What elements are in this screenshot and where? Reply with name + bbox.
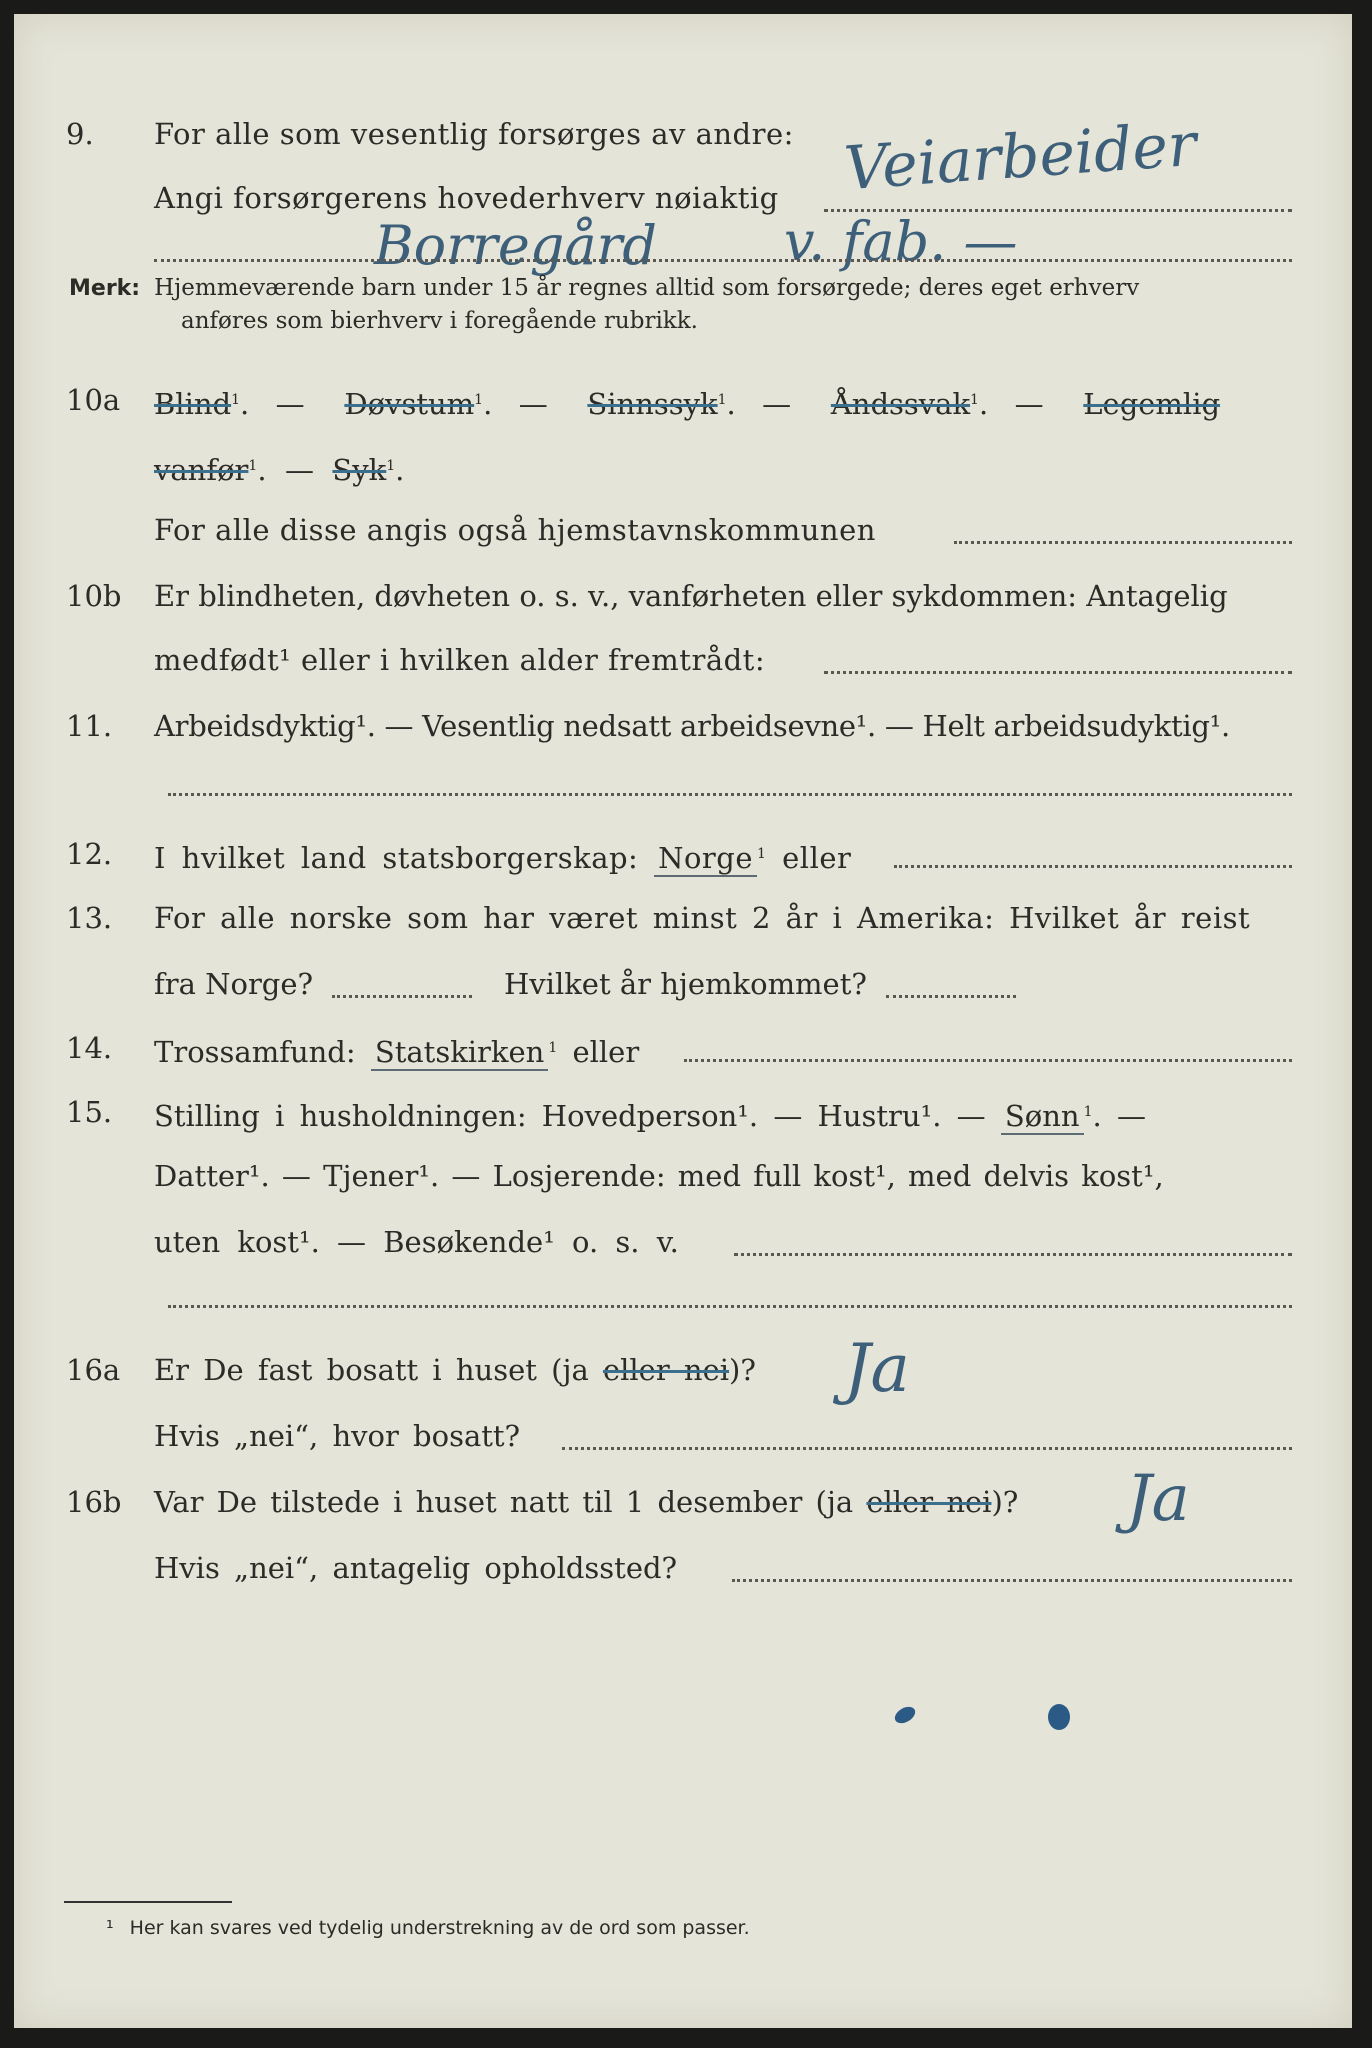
option-sinnssyk: Sinnssyk <box>587 387 718 421</box>
answer-dotted-line <box>954 538 1292 544</box>
resident-question-end: )? <box>729 1353 756 1387</box>
handwritten-occupation: Veiarbeider <box>841 109 1199 205</box>
footnote-mark: ¹ <box>106 1917 114 1939</box>
census-form-page: 9. For alle som vesentlig forsørges av andre: Angi forsørgerens hovederhverv nøiaktig Veiarbeider Borregård v. fab. — Merk: Hjemmeværende barn under 15 år regnes alltid som forsørgede; deres eget erhverv anføres som bierhverv i foregående rubrikk. 10a Blind$^1$. — Døvstum$^1$. — Sinnssyk$^1$. — Åndssvak$^1$. — Legemlig vanfør$^1$. — Syk$^1$. For alle disse angis også hjemstavnskommunen 10b Er blindheten, døvheten o. s. v., vanførheten eller sykdommen: Antagelig medfødt¹ eller i hvilken alder fremtrådt: 11. Arbeidsdyktig¹. — Vesentlig nedsatt arbeidsevne¹. — Helt arbeidsudyktig¹. 12. I hvilket land statsborgerskap: Norge $^1$ eller 13. For alle norske som har været minst 2 år i Amerika: Hvilket år reist fra Norge? Hvilket år hjemkommet? 14. Trossamfund: Statskirken $^1$ eller 15. Stilling i husholdningen: Hovedperson¹. — Hustru¹. — Sønn $^1$. — Datter¹. — Tjener¹. — Losjerende: med full kost¹, med delvis kost¹, uten kost¹. — Besøkende¹ o. s. v. 16a Er De fast bosatt i huset (ja eller nei)? Ja Hvis „nei“, hvor bosatt? 16b Var De tilstede i huset natt til 1 desember (ja eller nei)? Ja Hvis „nei“, antagelig opholdssted? ¹ Her kan svares ved tydelig understrekning av de ord som passer. <box>14 14 1352 2028</box>
note-block <box>69 272 1139 338</box>
citizenship-label: I hvilket land statsborgerskap: <box>154 841 639 875</box>
struck-option-no: eller nei <box>866 1485 992 1519</box>
handwritten-answer-yes: Ja <box>1126 1462 1190 1536</box>
year-left-label: fra Norge? <box>154 967 314 1001</box>
answer-dotted-line <box>894 862 1292 868</box>
answer-dotted-line <box>732 1576 1292 1582</box>
answer-dotted-line <box>154 256 1292 262</box>
answer-dotted-line <box>734 1250 1292 1256</box>
question-14-number: 14. <box>66 1031 113 1065</box>
religion-or: eller <box>572 1035 640 1069</box>
question-9-provider-label: Angi forsørgerens hovederhverv nøiaktig <box>154 181 779 215</box>
answer-dotted-line <box>332 992 472 998</box>
option-sonn: Sønn <box>1001 1099 1084 1135</box>
question-10b-number: 10b <box>66 579 122 613</box>
year-returned-label: Hvilket år hjemkommet? <box>504 967 867 1001</box>
household-role-options-2: Datter¹. — Tjener¹. — Losjerende: med full kost¹, med delvis kost¹, <box>154 1159 1164 1193</box>
note-line-2: anføres som bierhverv i foregående rubrikk. <box>181 308 698 334</box>
household-role-options-3: uten kost¹. — Besøkende¹ o. s. v. <box>154 1225 679 1259</box>
option-dovstum: Døvstum <box>344 387 475 421</box>
footnote-text: Her kan svares ved tydelig understrekning av de ord som passer. <box>129 1917 750 1939</box>
question-10a-number: 10a <box>66 383 121 417</box>
answer-dotted-line <box>684 1056 1292 1062</box>
question-13-number: 13. <box>66 901 113 935</box>
option-statskirken: Statskirken <box>371 1035 548 1071</box>
question-13-text: For alle norske som har været minst 2 år i Amerika: Hvilket år reist <box>154 901 1251 935</box>
question-16a-number: 16a <box>66 1353 121 1387</box>
option-blind: Blind <box>154 387 232 421</box>
handwritten-workplace: Borregård <box>374 214 657 277</box>
question-11-text: Arbeidsdyktig¹. — Vesentlig nedsatt arbeidsevne¹. — Helt arbeidsudyktig¹. <box>154 709 1230 743</box>
question-10b-text: Er blindheten, døvheten o. s. v., vanførheten eller sykdommen: Antagelig <box>154 579 1228 613</box>
ink-blot <box>1048 1704 1070 1730</box>
footnote <box>106 1917 750 1939</box>
resident-question: Er De fast bosatt i huset (ja <box>154 1353 589 1387</box>
struck-option-no: eller nei <box>602 1353 730 1387</box>
religion-label: Trossamfund: <box>154 1035 356 1069</box>
question-16b-number: 16b <box>66 1485 122 1519</box>
question-15-number: 15. <box>66 1095 113 1129</box>
question-9-text: For alle som vesentlig forsørges av andre: <box>154 117 794 151</box>
answer-dotted-line <box>168 790 1292 796</box>
citizenship-or: eller <box>782 841 852 875</box>
present-question-end: )? <box>991 1485 1019 1519</box>
answer-dotted-line <box>824 668 1292 674</box>
answer-dotted-line <box>168 1302 1292 1308</box>
household-dash: — <box>1116 1099 1146 1133</box>
note-line-1: Hjemmeværende barn under 15 år regnes alltid som forsørgede; deres eget erhverv <box>154 275 1140 301</box>
handwritten-factory: v. fab. — <box>784 210 1018 273</box>
option-norge: Norge <box>654 841 757 877</box>
handwritten-answer-yes: Ja <box>844 1330 910 1407</box>
hometown-label: For alle disse angis også hjemstavnskommunen <box>154 513 876 547</box>
footnote-rule <box>64 1901 232 1903</box>
question-11-number: 11. <box>66 709 113 743</box>
present-question: Var De tilstede i huset natt til 1 desember (ja <box>154 1485 854 1519</box>
note-label: Merk: <box>69 276 141 301</box>
ink-blot <box>892 1703 918 1726</box>
question-10b-age-label: medfødt¹ eller i hvilken alder fremtrådt: <box>154 643 766 677</box>
question-12-number: 12. <box>66 837 113 871</box>
resident-followup: Hvis „nei“, hvor bosatt? <box>154 1419 521 1453</box>
answer-dotted-line <box>562 1444 1292 1450</box>
option-syk: Syk <box>332 453 387 487</box>
option-vanfor: vanfør <box>154 453 249 487</box>
question-9-number: 9. <box>66 117 94 151</box>
answer-dotted-line <box>886 992 1016 998</box>
household-role-options: Stilling i husholdningen: Hovedperson¹. — Hustru¹. — <box>154 1099 986 1133</box>
option-legemlig: Legemlig <box>1083 387 1221 421</box>
present-followup: Hvis „nei“, antagelig opholdssted? <box>154 1551 678 1585</box>
option-andssvak: Åndssvak <box>830 387 971 421</box>
